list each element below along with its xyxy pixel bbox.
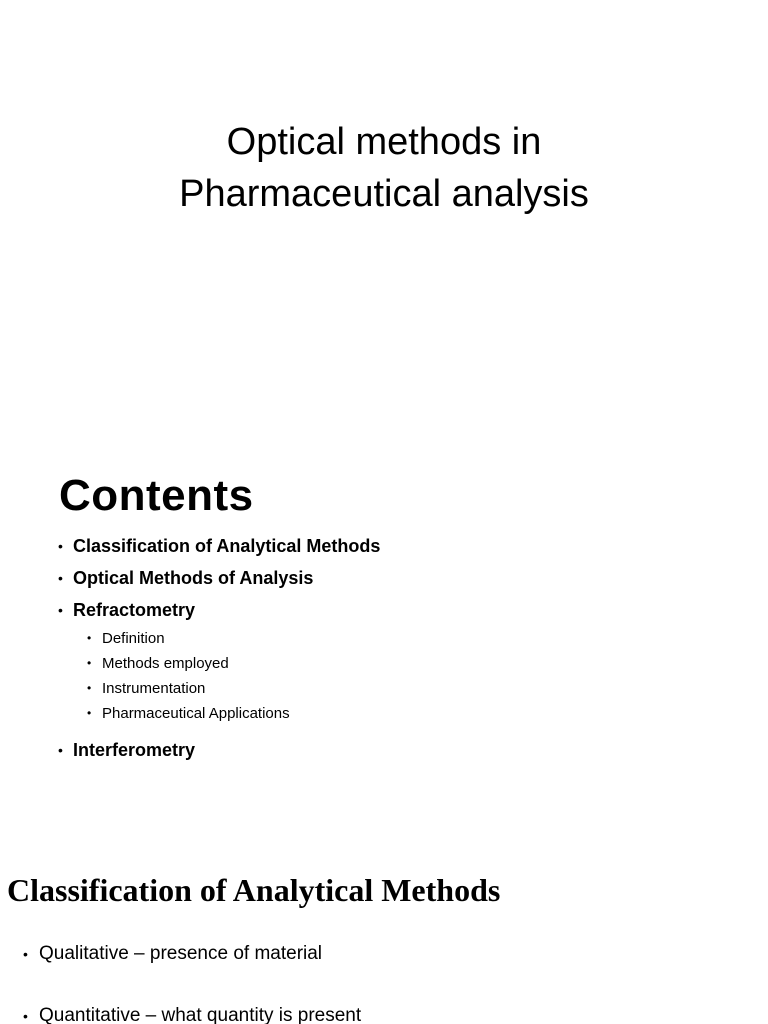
bullet-qualitative: • Qualitative – presence of material	[23, 940, 361, 968]
bullet-quantitative: • Quantitative – what quantity is present	[23, 1002, 361, 1024]
subitem-pharmaceutical-applications: • Pharmaceutical Applications	[87, 701, 380, 726]
refractometry-sublist-container	[58, 626, 380, 734]
title-slide	[0, 0, 768, 430]
contents-item-classification: • Classification of Analytical Methods	[58, 530, 380, 562]
contents-item-optical-methods: • Optical Methods of Analysis	[58, 562, 380, 594]
presentation-title	[0, 116, 768, 220]
refractometry-sublist	[58, 626, 380, 734]
classification-list	[23, 940, 361, 1024]
classification-heading: Classification of Analytical Methods	[7, 872, 501, 908]
classification-slide	[0, 858, 768, 1024]
subitem-definition: • Definition	[87, 626, 380, 651]
contents-item-refractometry: • Refractometry	[58, 594, 380, 626]
contents-slide	[0, 440, 768, 830]
title-line-2: Pharmaceutical analysis	[179, 173, 589, 215]
contents-heading: Contents	[59, 471, 254, 520]
contents-item-interferometry: • Interferometry	[58, 734, 380, 766]
subitem-instrumentation: • Instrumentation	[87, 676, 380, 701]
subitem-methods-employed: • Methods employed	[87, 651, 380, 676]
title-line-1: Optical methods in	[226, 121, 542, 163]
contents-list	[58, 530, 380, 766]
